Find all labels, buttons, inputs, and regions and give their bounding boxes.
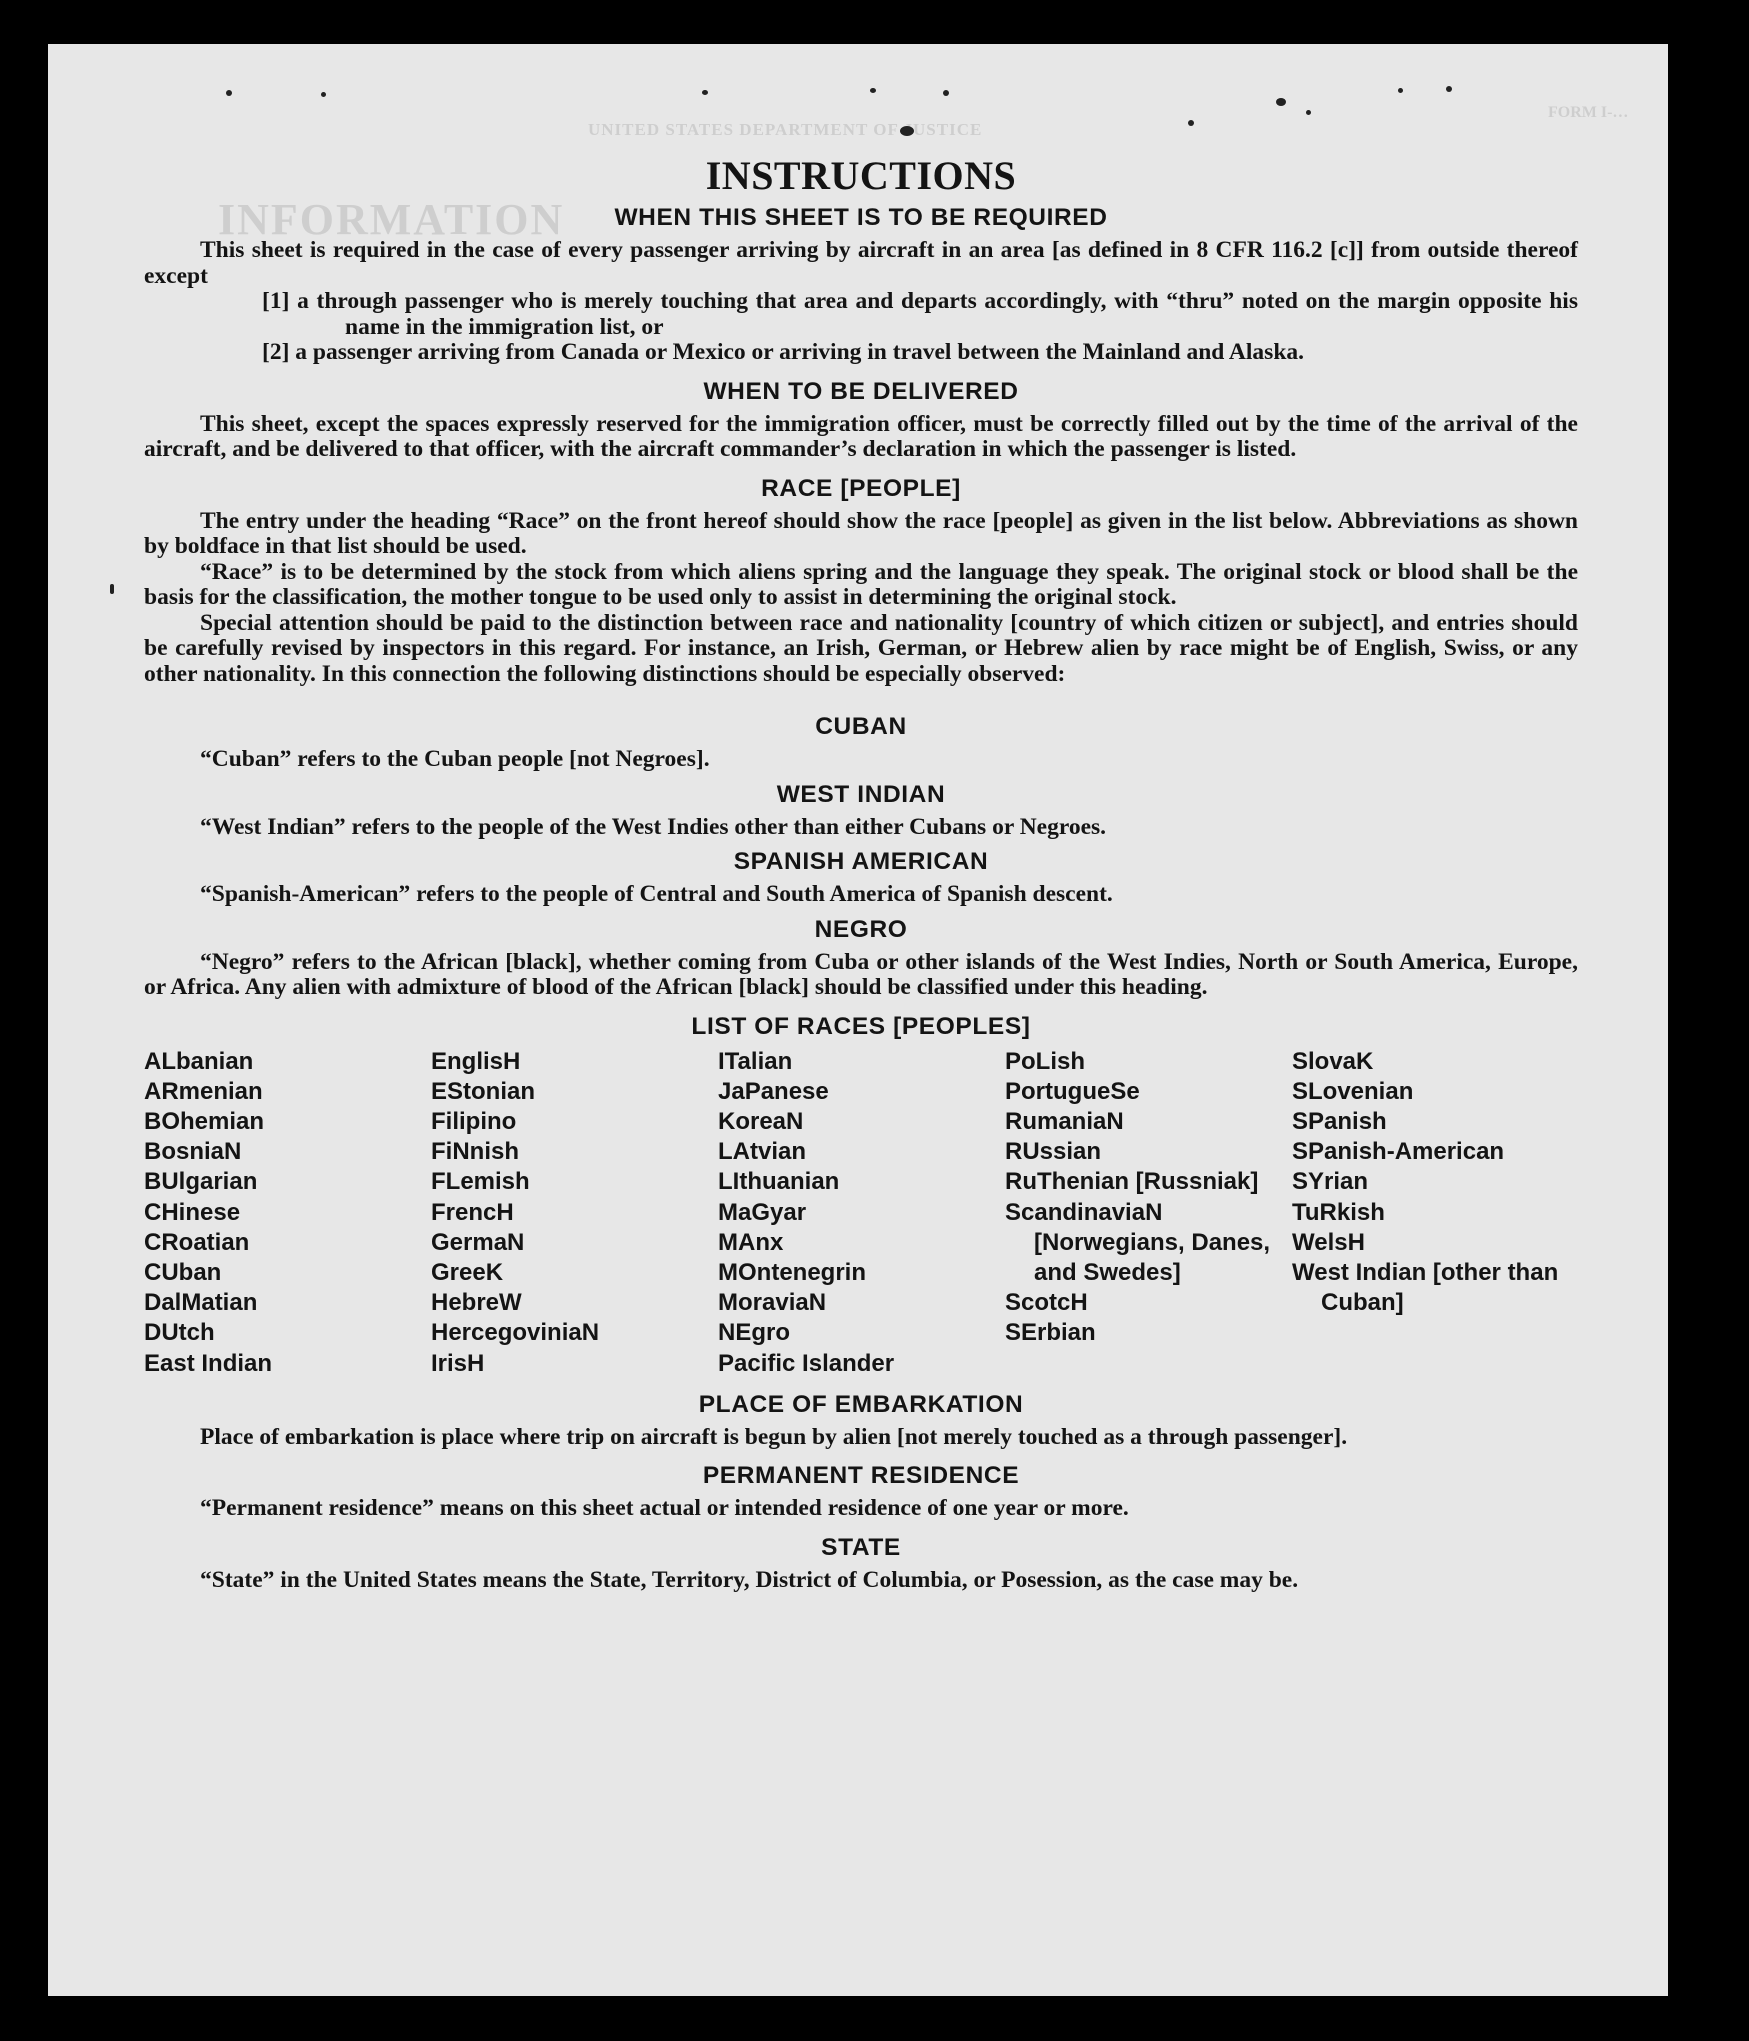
race-entry: HebreW (431, 1289, 522, 1317)
race-entry: RUssian (1005, 1138, 1102, 1166)
speck (900, 126, 914, 136)
race-entry: Filipino (431, 1107, 517, 1135)
race-entry: BOhemian (144, 1107, 265, 1135)
race-entry: ScotcH (1005, 1289, 1088, 1317)
spanish-american-text: “Spanish-American” refers to the people of Central and South America of Spanish descent. (200, 881, 1113, 907)
residence-text: “Permanent residence” means on this sheet actual or intended residence of one year or more. (200, 1495, 1129, 1522)
speck (870, 88, 876, 93)
speck (943, 90, 949, 96)
race-entry: ALbanian (144, 1047, 254, 1075)
document-sheet (48, 44, 1668, 1996)
heading-spanish-american: SPANISH AMERICAN (733, 848, 989, 875)
race-entry: ARmenian (144, 1077, 263, 1105)
speck (321, 92, 326, 97)
speck (1306, 110, 1311, 115)
when-required-intro: This sheet is required in the case of every passenger arriving by aircraft in an area [as defined in 8 CFR 116.2 [c]] from outside thereof except (144, 237, 1578, 289)
speck (1446, 86, 1452, 92)
speck (1188, 120, 1194, 126)
race-entry: PoLish (1005, 1047, 1086, 1075)
race-entry: SErbian (1005, 1319, 1096, 1347)
race-entry: West Indian [other than Cuban] (1292, 1258, 1559, 1317)
race-entry: PortugueSe (1005, 1077, 1140, 1105)
cuban-text: “Cuban” refers to the Cuban people [not Negroes]. (200, 746, 710, 772)
exception-item: [2] a passenger arriving from Canada or Mexico or arriving in travel between the Mainland and Alaska. (262, 339, 1305, 365)
instructions-content (144, 154, 1578, 1593)
race-entry: EnglisH (431, 1047, 521, 1075)
race-entry: LIthuanian (718, 1168, 840, 1196)
races-column (1005, 1047, 1292, 1379)
speck (226, 90, 232, 96)
race-entry: Pacific Islander (718, 1349, 895, 1377)
race-entry: DUtch (144, 1319, 215, 1347)
race-entry: FiNnish (431, 1138, 519, 1166)
heading-west-indian: WEST INDIAN (776, 780, 946, 808)
heading-list-of-races: LIST OF RACES [PEOPLES] (691, 1012, 1031, 1040)
heading-negro: NEGRO (814, 915, 908, 943)
west-indian-text: “West Indian” refers to the people of the West Indies other than either Cubans or Negroes. (200, 813, 1107, 840)
race-entry: SYrian (1292, 1168, 1369, 1196)
race-entry: CHinese (144, 1198, 241, 1226)
heading-cuban: CUBAN (815, 713, 907, 740)
race-entry: MAnx (718, 1228, 784, 1256)
speck (702, 90, 708, 95)
race-entry: DalMatian (144, 1289, 258, 1317)
race-entry: CRoatian (144, 1228, 250, 1256)
heading-when-required: WHEN THIS SHEET IS TO BE REQUIRED (614, 204, 1108, 231)
races-column (718, 1047, 1005, 1379)
race-entry: RuThenian [Russniak] (1005, 1168, 1259, 1196)
race-entry: JaPanese (718, 1077, 829, 1105)
heading-embarkation: PLACE OF EMBARKATION (698, 1390, 1024, 1418)
race-entry: SPanish (1292, 1107, 1387, 1135)
speck (110, 584, 114, 594)
race-entry: BosniaN (144, 1138, 242, 1166)
race-entry: MOntenegrin (718, 1258, 866, 1286)
race-entry: WelsH (1292, 1228, 1365, 1256)
speck (1398, 88, 1403, 93)
race-paragraph: “Race” is to be determined by the stock from which aliens spring and the language they speak. The original stock or blood shall be the basis for the classification, the mother tongue to be used only to assist in determining the original stock. (144, 558, 1578, 610)
heading-state: STATE (821, 1533, 901, 1561)
race-entry: ScandinaviaN [Norwegians, Danes, and Swedes] (1005, 1198, 1271, 1286)
races-column (144, 1047, 431, 1379)
when-delivered-text: This sheet, except the spaces expressly reserved for the immigration officer, must be correctly filled out by the time of the arrival of the aircraft, and be delivered to that officer, with the aircraft commander’s declaration in which the passenger is listed. (144, 410, 1578, 462)
race-entry: FrencH (431, 1198, 514, 1226)
race-entry: SlovaK (1292, 1047, 1374, 1075)
exception-item: [1] a through passenger who is merely touching that area and departs accordingly, with “thru” noted on the margin opposite his name in the immigration list, or (262, 288, 1578, 340)
heading-when-delivered: WHEN TO BE DELIVERED (703, 377, 1019, 405)
faint-form-label: FORM I-… (1548, 104, 1629, 121)
race-entry: TuRkish (1292, 1198, 1385, 1226)
race-entry: MoraviaN (718, 1289, 827, 1317)
race-paragraph: The entry under the heading “Race” on the front hereof should show the race [people] as given in the list below. Abbreviations as shown by boldface in that list should be used. (144, 507, 1578, 559)
race-entry: NEgro (718, 1319, 790, 1347)
race-entry: CUban (144, 1258, 222, 1286)
race-entry: KoreaN (718, 1107, 804, 1135)
race-entry: LAtvian (718, 1138, 807, 1166)
race-entry: EStonian (431, 1077, 536, 1105)
heading-race: RACE [PEOPLE] (761, 474, 961, 502)
race-entry: HercegoviniaN (431, 1319, 600, 1347)
faint-header: UNITED STATES DEPARTMENT OF JUSTICE (588, 120, 983, 139)
race-entry: GreeK (431, 1258, 504, 1286)
race-entry: BUlgarian (144, 1168, 258, 1196)
race-entry: FLemish (431, 1168, 530, 1196)
race-entry: GermaN (431, 1228, 525, 1256)
race-entry: SPanish-American (1292, 1138, 1505, 1166)
race-entry: East Indian (144, 1349, 273, 1377)
races-column (431, 1047, 718, 1379)
race-entry: MaGyar (718, 1198, 807, 1226)
negro-text: “Negro” refers to the African [black], whether coming from Cuba or other islands of the West Indies, North or South America, Europe, or Africa. Any alien with admixture of blood of the African [black] should be classified under this heading. (144, 948, 1578, 1000)
race-entry: RumaniaN (1005, 1107, 1124, 1135)
heading-permanent-residence: PERMANENT RESIDENCE (702, 1462, 1020, 1490)
page-title: INSTRUCTIONS (705, 153, 1017, 198)
races-column (1292, 1047, 1579, 1379)
races-list (144, 1047, 1578, 1379)
race-paragraph: Special attention should be paid to the distinction between race and nationality [country of which citizen or subject], and entries should be carefully revised by inspectors in this regard. For instance, an Irish, German, or Hebrew alien by race might be of English, Swiss, or any other nationality. In this connection the following distinctions should be especially observed: (144, 609, 1578, 687)
race-entry: ITalian (718, 1047, 793, 1075)
race-entry: IrisH (431, 1349, 485, 1377)
state-text: “State” in the United States means the State, Territory, District of Columbia, or Posession, as the case may be. (200, 1566, 1299, 1593)
race-entry: SLovenian (1292, 1077, 1414, 1105)
faint-form-title: INFORMATION (218, 195, 565, 244)
embarkation-text: Place of embarkation is place where trip on aircraft is begun by alien [not merely touched as a through passenger]. (200, 1423, 1348, 1450)
speck (1276, 98, 1286, 106)
